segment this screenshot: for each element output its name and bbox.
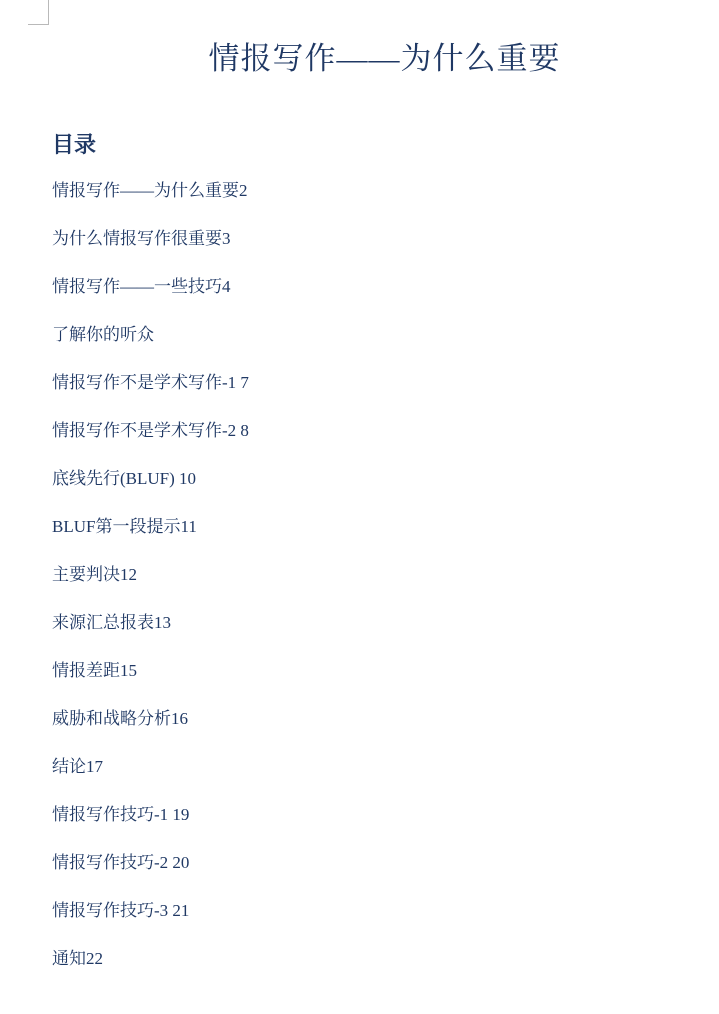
page-corner-mark xyxy=(28,0,49,25)
toc-entry-link[interactable]: 情报写作不是学术写作-1 7 xyxy=(52,373,249,392)
list-item[interactable] xyxy=(52,662,672,710)
list-item[interactable] xyxy=(52,566,672,614)
toc-entry-link[interactable]: 情报写作——一些技巧4 xyxy=(52,277,231,296)
toc-entry-link[interactable]: 了解你的听众 xyxy=(52,325,154,344)
list-item[interactable] xyxy=(52,902,672,950)
toc-entry-link[interactable]: 通知22 xyxy=(52,949,103,968)
toc-entry-link[interactable]: 为什么情报写作很重要3 xyxy=(52,229,231,248)
toc-entry-link[interactable]: 情报写作技巧-1 19 xyxy=(52,805,190,824)
list-item[interactable] xyxy=(52,806,672,854)
list-item[interactable] xyxy=(52,950,672,998)
list-item[interactable] xyxy=(52,374,672,422)
list-item[interactable] xyxy=(52,230,672,278)
toc-entry-link[interactable]: 情报写作——为什么重要2 xyxy=(52,181,248,200)
list-item[interactable] xyxy=(52,326,672,374)
list-item[interactable] xyxy=(52,710,672,758)
toc-entry-link[interactable]: 底线先行(BLUF) 10 xyxy=(52,469,197,488)
page-title: 情报写作——为什么重要 xyxy=(208,41,561,76)
toc-entry-link[interactable]: 情报差距15 xyxy=(52,661,137,680)
toc-entry-link[interactable]: 结论17 xyxy=(52,757,103,776)
table-of-contents-heading: 目录 xyxy=(52,132,97,157)
list-item[interactable] xyxy=(52,278,672,326)
list-item[interactable] xyxy=(52,182,672,230)
toc-entry-link[interactable]: 情报写作技巧-2 20 xyxy=(52,853,190,872)
list-item[interactable] xyxy=(52,758,672,806)
list-item[interactable] xyxy=(52,854,672,902)
toc-entry-link[interactable]: 情报写作不是学术写作-2 8 xyxy=(52,421,249,440)
toc-entry-link[interactable]: 情报写作技巧-3 21 xyxy=(52,901,190,920)
list-item[interactable] xyxy=(52,614,672,662)
list-item[interactable] xyxy=(52,470,672,518)
toc-entry-link[interactable]: 主要判决12 xyxy=(52,565,137,584)
toc-entry-link[interactable]: 威胁和战略分析16 xyxy=(52,709,188,728)
table-of-contents-list xyxy=(52,182,672,998)
toc-entry-link[interactable]: 来源汇总报表13 xyxy=(52,613,171,632)
toc-entry-link[interactable]: BLUF第一段提示11 xyxy=(52,517,197,536)
list-item[interactable] xyxy=(52,422,672,470)
list-item[interactable] xyxy=(52,518,672,566)
